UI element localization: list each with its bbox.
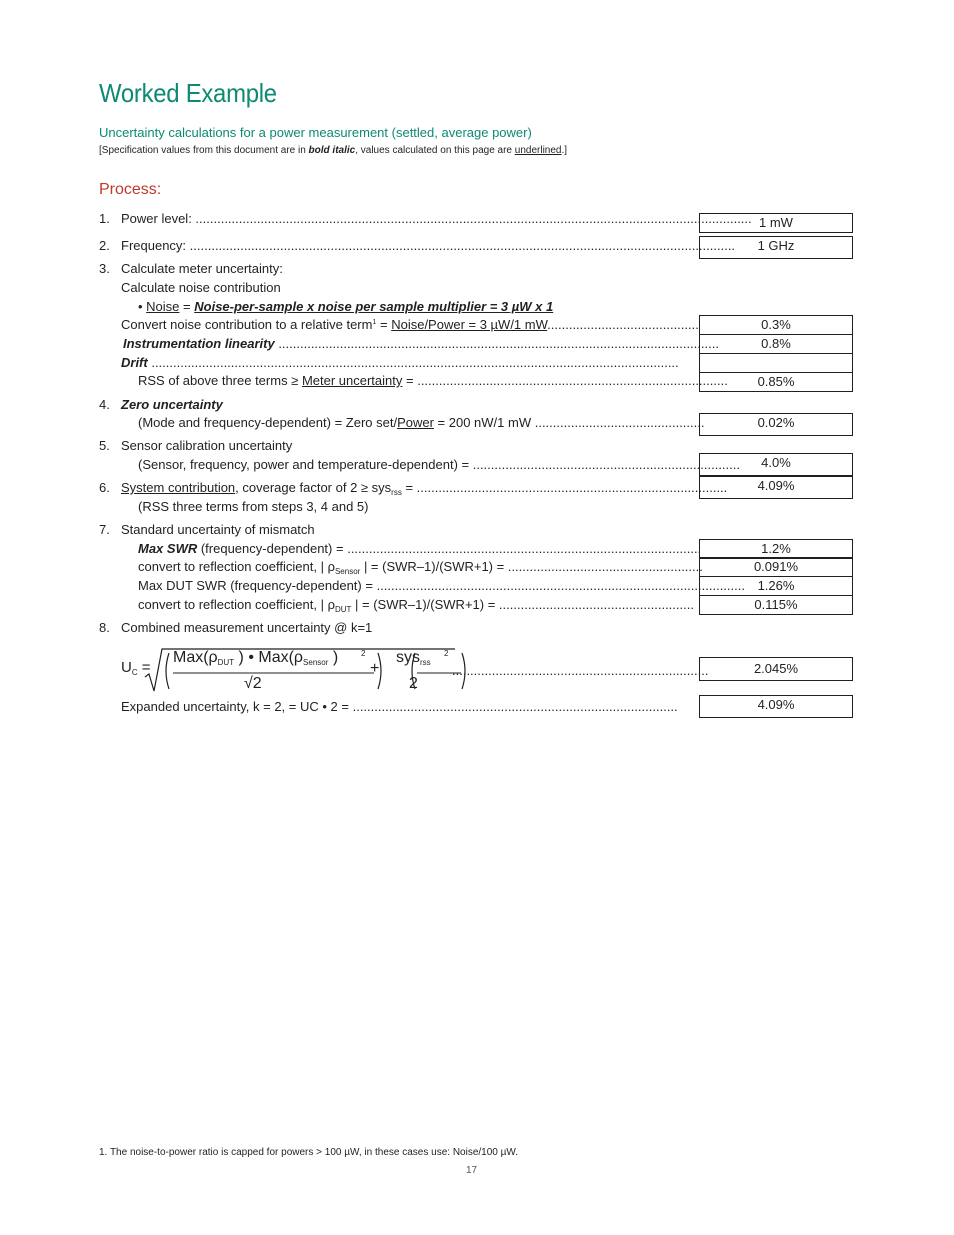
- sensor-calibration-value: 4.0%: [699, 453, 853, 476]
- step-2-line: 2. Frequency: .......................................................................................................................................................: [99, 238, 736, 253]
- sensor-cal-detail: (Sensor, frequency, power and temperature-dependent) =: [138, 457, 470, 472]
- exponent: 2: [361, 649, 366, 658]
- spec-note: [99, 145, 567, 156]
- expanded-uncertainty-value: 4.09%: [699, 695, 853, 718]
- linearity-label: Instrumentation linearity: [123, 336, 275, 351]
- meter-uncertainty-label: Meter uncertainty: [301, 373, 403, 388]
- system-detail: (RSS three terms from steps 3, 4 and 5): [138, 499, 369, 514]
- step-number: 2.: [99, 238, 110, 253]
- equals: =: [402, 373, 414, 388]
- system-contribution-value: 4.09%: [699, 476, 853, 499]
- system-contribution-label: System contribution: [121, 480, 236, 495]
- combined-uncertainty-value: 2.045%: [699, 657, 853, 681]
- step-number: 7.: [99, 522, 110, 537]
- plus-sign: +: [370, 660, 380, 677]
- reflection-text: | = (SWR–1)/(SWR+1) =: [360, 559, 505, 574]
- noise-formula-line: [138, 299, 683, 316]
- step-3-line: [99, 261, 681, 278]
- equals: =: [401, 480, 414, 495]
- equals: =: [137, 659, 151, 676]
- reflection-text: convert to reflection coefficient, | ρ: [138, 559, 335, 574]
- subscript: DUT: [217, 658, 235, 667]
- page-title: Worked Example: [99, 78, 277, 108]
- step-4-line: [99, 397, 681, 414]
- linearity-line: Instrumentation linearity ..........................................................................................................................: [123, 336, 719, 351]
- dut-swr-value: 1.26%: [699, 576, 853, 596]
- sensor-reflection-line: convert to reflection coefficient, | $\rho_{Sensor}$ | = (SWR–1)/(SWR+1) = ......................................................: [138, 559, 703, 576]
- reflection-text: convert to reflection coefficient, | ρ: [138, 597, 335, 612]
- step-number: 8.: [99, 620, 110, 635]
- leader-dots: .......................................................................: [452, 663, 709, 678]
- step-2-text: Frequency:: [121, 238, 187, 253]
- sensor-cal-detail-line: (Sensor, frequency, power and temperature-dependent) = ..........................................................................: [138, 457, 740, 472]
- power-level-value: 1 mW: [699, 213, 853, 233]
- step-number: 3.: [99, 261, 110, 276]
- spec-note-text: , values calculated on this page are: [355, 145, 515, 156]
- dut-reflection-value: 0.115%: [699, 595, 853, 615]
- step-number: 5.: [99, 438, 110, 453]
- max-swr-label: Max SWR: [138, 541, 198, 556]
- expanded-text: Expanded uncertainty, k = 2, = UC • 2 =: [121, 699, 349, 714]
- equals: =: [179, 299, 195, 314]
- max-rho-text: Max(ρ: [173, 649, 218, 666]
- dut-reflection-line: convert to reflection coefficient, | $\rho_{DUT}$ | = (SWR–1)/(SWR+1) = ......................................................: [138, 597, 694, 614]
- bullet: •: [138, 299, 147, 314]
- noise-word: Noise: [146, 299, 180, 314]
- power-word: Power: [397, 415, 434, 430]
- subscript: rss: [391, 488, 402, 497]
- step-number: 6.: [99, 480, 110, 495]
- step-7-line: [99, 522, 681, 539]
- uc-letter: U: [121, 659, 132, 676]
- exponent: 2: [444, 649, 449, 658]
- process-heading: Process:: [99, 181, 162, 198]
- footnote: 1. The noise-to-power ratio is capped for powers > 100 µW, in these cases use: Noise/100 µW.: [99, 1147, 519, 1158]
- spec-note-underlined: underlined: [514, 145, 562, 156]
- equals: =: [376, 317, 392, 332]
- zero-detail-text: (Mode and frequency-dependent) = Zero set/: [138, 415, 398, 430]
- formula-denominator-1: √2: [244, 675, 262, 692]
- zero-detail-text: = 200 nW/1 mW: [433, 415, 532, 430]
- noise-formula: Noise-per-sample x noise per sample multiplier = 3 µW x 1: [194, 299, 554, 314]
- drift-line: Drift ..................................................................................................................................................: [121, 355, 679, 370]
- step-3-text: Calculate meter uncertainty:: [121, 261, 283, 276]
- dut-swr-text: Max DUT SWR (frequency-dependent) =: [138, 578, 373, 593]
- convert-text: Convert noise contribution to a relative term: [121, 317, 373, 332]
- step-6-text: , coverage factor of 2 ≥ sys: [235, 480, 392, 495]
- convert-formula: Noise/Power = 3 µW/1 mW: [391, 317, 548, 332]
- spec-note-text: [Specification values from this document are in: [99, 145, 309, 156]
- zero-uncertainty-label: Zero uncertainty: [121, 397, 223, 412]
- expanded-uncertainty-line: Expanded uncertainty, k = 2, = UC • 2 = ..........................................................................................: [121, 699, 678, 714]
- step-number: 4.: [99, 397, 110, 412]
- drift-label: Drift: [121, 355, 148, 370]
- subscript: rss: [420, 658, 431, 667]
- rss-text: RSS of above three terms ≥: [138, 373, 302, 388]
- reflection-text: | = (SWR–1)/(SWR+1) =: [351, 597, 496, 612]
- subscript: C: [131, 668, 138, 677]
- page-subtitle: Uncertainty calculations for a power measurement (settled, average power): [99, 125, 532, 140]
- max-rho-text: ) • Max(ρ: [234, 649, 304, 666]
- step-8-text: Combined measurement uncertainty @ k=1: [121, 620, 373, 635]
- sensor-reflection-value: 0.091%: [699, 557, 853, 577]
- formula-numerator-2: [396, 649, 431, 667]
- subscript: DUT: [334, 605, 352, 614]
- step-5-text: Sensor calibration uncertainty: [121, 438, 293, 453]
- step-7-text: Standard uncertainty of mismatch: [121, 522, 315, 537]
- zero-detail-line: (Mode and frequency-dependent) = Zero set/Power = 200 nW/1 mW ...............................................: [138, 415, 705, 430]
- step-6-line: 6. System contribution, coverage factor of 2 ≥ sys$_{rss}$ = ......................................................................................: [99, 480, 728, 497]
- formula-denominator-2: 2: [409, 675, 418, 692]
- spec-note-text: .]: [561, 145, 568, 156]
- step-8-line: [99, 620, 681, 637]
- combined-uncertainty-formula: [121, 645, 709, 697]
- step-5-line: [99, 438, 681, 455]
- convert-line: Convert noise contribution to a relative term$^1$ = Noise/Power = 3 µW/1 mW..........................................: [121, 317, 699, 332]
- noise-heading: Calculate noise contribution: [121, 280, 281, 295]
- page-number: 17: [466, 1165, 478, 1176]
- linearity-value: 0.8%: [699, 334, 853, 354]
- noise-relative-value: 0.3%: [699, 315, 853, 335]
- drift-value: [699, 353, 853, 373]
- subscript: Sensor: [334, 567, 361, 576]
- meter-uncertainty-value: 0.85%: [699, 372, 853, 392]
- max-rho-text: ): [328, 649, 339, 666]
- step-1-text: Power level:: [121, 211, 192, 226]
- max-swr-text: (frequency-dependent) =: [197, 541, 344, 556]
- max-swr-value: 1.2%: [699, 539, 853, 559]
- frequency-value: 1 GHz: [699, 236, 853, 259]
- footnote-ref: 1: [372, 319, 377, 326]
- subscript: Sensor: [303, 658, 329, 667]
- zero-uncertainty-value: 0.02%: [699, 413, 853, 436]
- dut-swr-line: Max DUT SWR (frequency-dependent) = ......................................................................................................: [138, 578, 745, 593]
- step-number: 1.: [99, 211, 110, 226]
- max-swr-line: Max SWR (frequency-dependent) = ..................................................................................................: [138, 541, 702, 556]
- spec-note-bold-italic: bold italic: [308, 145, 356, 156]
- step-1-line: 1. Power level: ..........................................................................................................................................................: [99, 211, 752, 226]
- sys-text: sys: [396, 649, 420, 666]
- rss-line: RSS of above three terms ≥ Meter uncertainty = ......................................................................................: [138, 373, 728, 388]
- formula-numerator-1: [173, 649, 338, 667]
